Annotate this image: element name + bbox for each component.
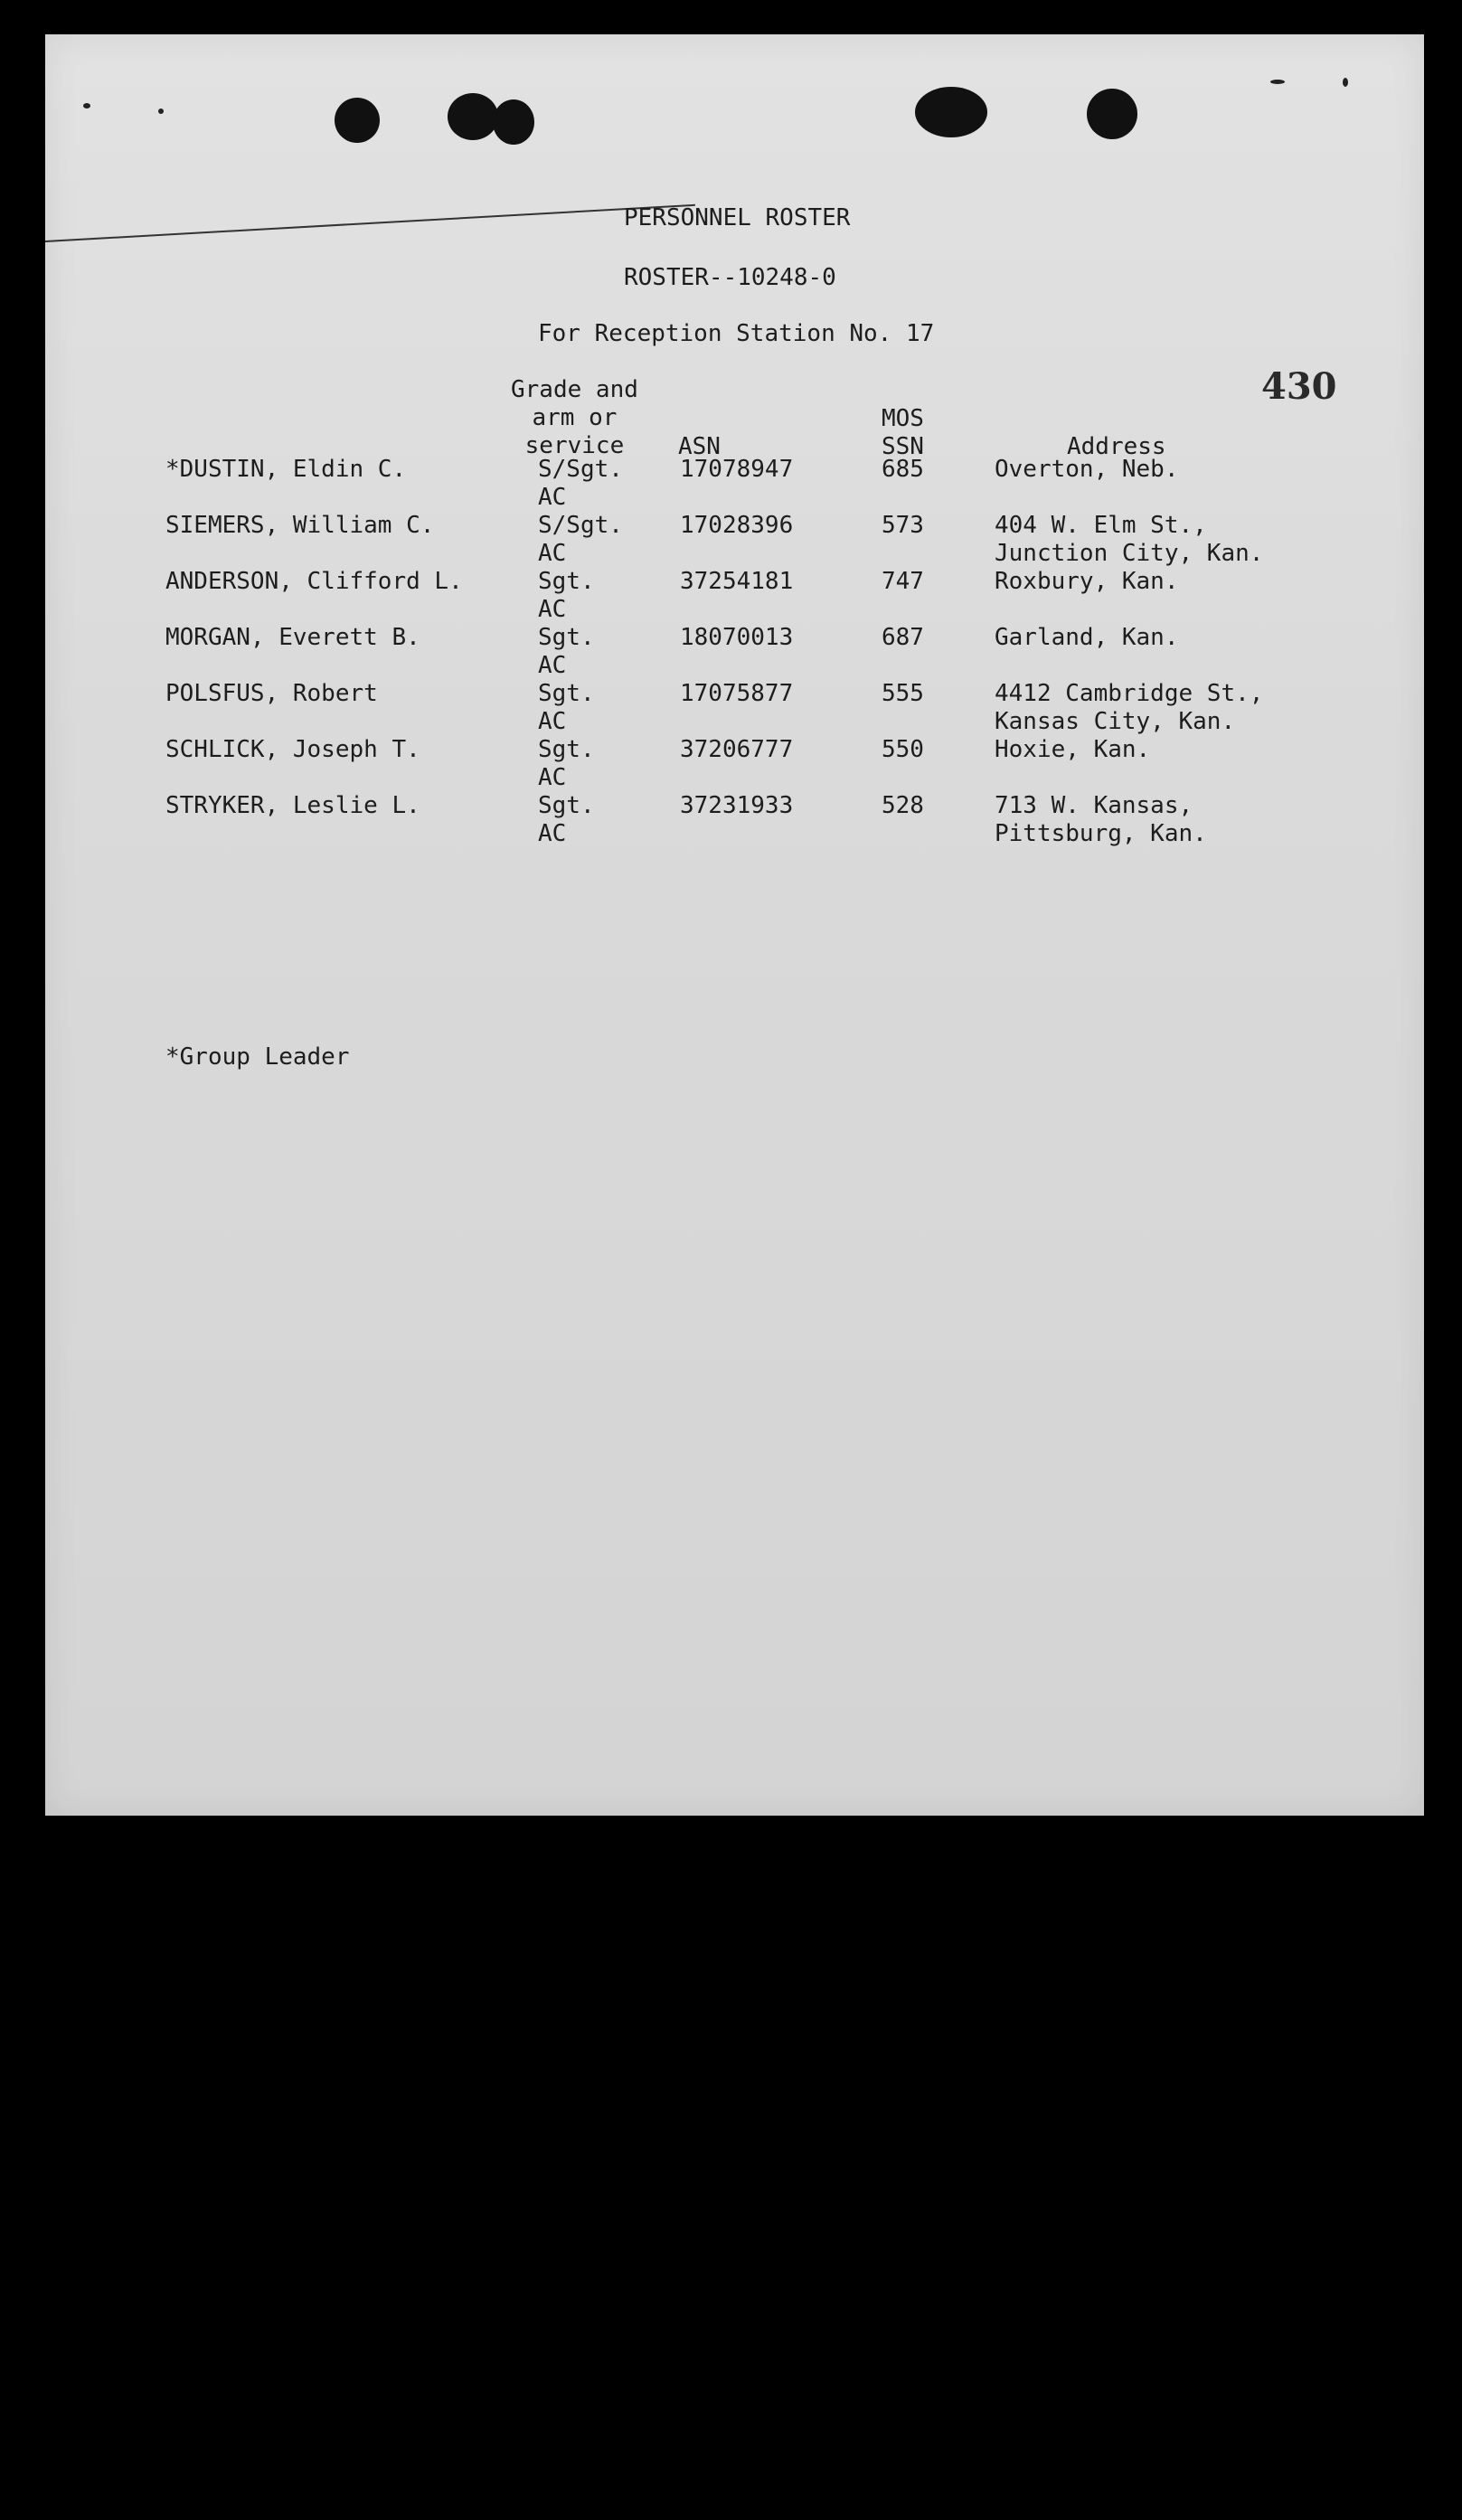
member-address: Overton, Neb. xyxy=(995,456,1179,483)
member-grade: S/Sgt. xyxy=(538,456,623,483)
member-name: SCHLICK, Joseph T. xyxy=(165,736,420,763)
member-grade: Sgt. xyxy=(538,736,595,763)
member-mos: 747 xyxy=(882,568,924,595)
member-arm: AC xyxy=(538,820,567,847)
punch-hole xyxy=(915,87,987,137)
roster-number: ROSTER--10248-0 xyxy=(624,264,836,291)
paper-speck xyxy=(83,103,90,109)
member-name: *DUSTIN, Eldin C. xyxy=(165,456,407,483)
roster-title: PERSONNEL ROSTER xyxy=(624,204,851,231)
member-asn: 37206777 xyxy=(680,736,794,763)
punch-hole xyxy=(493,99,534,145)
paper-speck xyxy=(158,109,164,114)
member-asn: 37254181 xyxy=(680,568,794,595)
member-arm: AC xyxy=(538,484,567,511)
member-arm: AC xyxy=(538,652,567,679)
member-asn: 37231933 xyxy=(680,792,794,819)
member-grade: Sgt. xyxy=(538,624,595,651)
member-mos: 550 xyxy=(882,736,924,763)
member-mos: 687 xyxy=(882,624,924,651)
member-address: 713 W. Kansas, Pittsburg, Kan. xyxy=(995,792,1207,847)
member-grade: Sgt. xyxy=(538,568,595,595)
member-name: SIEMERS, William C. xyxy=(165,512,435,539)
member-address: Garland, Kan. xyxy=(995,624,1179,651)
paper-crease xyxy=(45,204,695,242)
member-mos: 685 xyxy=(882,456,924,483)
paper-sheet xyxy=(45,34,1424,1816)
paper-speck xyxy=(1343,78,1348,87)
roster-row xyxy=(45,680,1424,736)
punch-hole xyxy=(335,98,380,143)
column-header-address: Address xyxy=(1067,433,1166,460)
page-number: 430 xyxy=(1261,365,1337,408)
member-mos: 555 xyxy=(882,680,924,707)
member-grade: Sgt. xyxy=(538,792,595,819)
column-header-grade: Grade and arm or service xyxy=(511,376,638,459)
member-grade: S/Sgt. xyxy=(538,512,623,539)
member-mos: 573 xyxy=(882,512,924,539)
member-arm: AC xyxy=(538,764,567,791)
member-asn: 17078947 xyxy=(680,456,794,483)
group-leader-footnote: *Group Leader xyxy=(165,1043,350,1071)
member-asn: 17075877 xyxy=(680,680,794,707)
roster-row xyxy=(45,456,1424,512)
member-address: 404 W. Elm St., Junction City, Kan. xyxy=(995,512,1264,567)
member-arm: AC xyxy=(538,540,567,567)
column-header-asn: ASN xyxy=(678,433,721,460)
member-grade: Sgt. xyxy=(538,680,595,707)
roster-row xyxy=(45,736,1424,792)
paper-speck xyxy=(1270,80,1285,84)
member-arm: AC xyxy=(538,596,567,623)
member-name: ANDERSON, Clifford L. xyxy=(165,568,463,595)
roster-row xyxy=(45,792,1424,848)
member-address: Roxbury, Kan. xyxy=(995,568,1179,595)
member-mos: 528 xyxy=(882,792,924,819)
member-name: MORGAN, Everett B. xyxy=(165,624,420,651)
column-header-mos: MOS SSN xyxy=(882,405,924,460)
roster-row xyxy=(45,624,1424,680)
roster-row xyxy=(45,568,1424,624)
member-asn: 18070013 xyxy=(680,624,794,651)
reception-station: For Reception Station No. 17 xyxy=(538,320,935,347)
member-name: POLSFUS, Robert xyxy=(165,680,378,707)
member-arm: AC xyxy=(538,708,567,735)
member-address: Hoxie, Kan. xyxy=(995,736,1151,763)
member-asn: 17028396 xyxy=(680,512,794,539)
punch-hole xyxy=(1087,89,1137,139)
member-address: 4412 Cambridge St., Kansas City, Kan. xyxy=(995,680,1264,735)
punch-hole xyxy=(448,93,498,140)
roster-row xyxy=(45,512,1424,568)
member-name: STRYKER, Leslie L. xyxy=(165,792,420,819)
